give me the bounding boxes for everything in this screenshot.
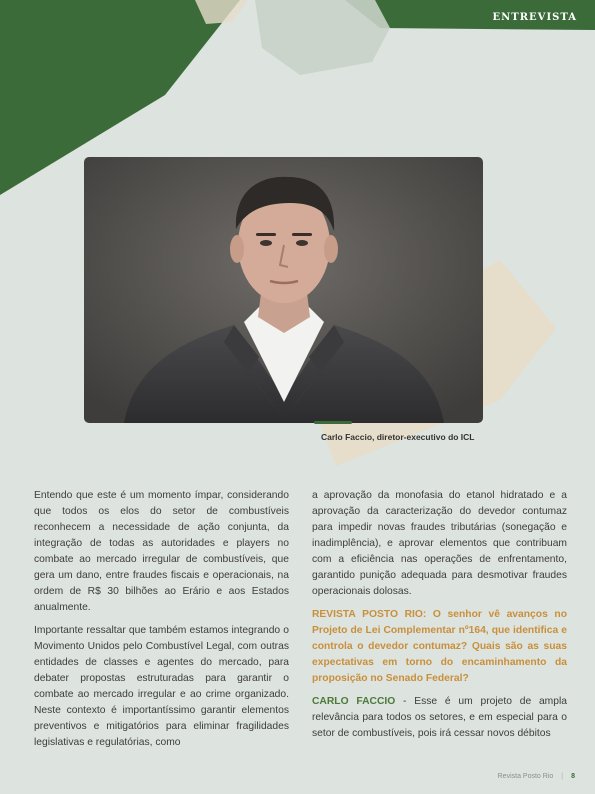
paragraph: Entendo que este é um momento ímpar, considerando que todos os elos do setor de combustíveis reconhecem a necessidade de ação conjunta, da integração de todas as autoridades e players no combate ao mercado irregular de combustíveis, que gera um dano, entre fraudes fiscais e operacionais, na ordem de R$ 30 bilhões ao Erário e aos Estados anualmente. xyxy=(34,490,289,613)
page-footer xyxy=(498,773,575,780)
paragraph: Importante ressaltar que também estamos integrando o Movimento Unidos pelo Combustível Legal, com outras entidades de classes e agentes do mercado, para debater propostas estruturadas para garantir o combate ao mercado irregular e ao crime organizado. Neste contexto é importantíssimo garantir elementos preventivos e mitigatórios para eliminar fragilidades legislativas e regulatórias, como xyxy=(34,625,289,748)
answer-text: - Esse é um projeto de ampla relevância para todos os setores, e em especial para o setor de combustíveis, pois irá cessar novos débitos xyxy=(312,696,567,739)
paragraph: a aprovação da monofasia do etanol hidratado e a aprovação da caracterização do devedor contumaz para impedir novas fraudes tributárias (sonegação e inadimplência), e aprovar elementos que contribuam com a eficiência nas operações de enfrentamento, garantido punição adequada para desmotivar fraudes operacionais dolosas. xyxy=(312,490,567,597)
page-number: 8 xyxy=(571,773,575,780)
section-tag: ENTREVISTA xyxy=(492,12,577,23)
photo-accent-bar xyxy=(314,421,352,424)
publication-name: Revista Posto Rio xyxy=(497,773,554,780)
article-right-column xyxy=(312,488,567,749)
footer-separator: | xyxy=(561,773,564,780)
photo-caption: Carlo Faccio, diretor-executivo do ICL xyxy=(321,432,475,442)
answer-speaker: CARLO FACCIO xyxy=(312,696,396,707)
article-left-column xyxy=(34,488,289,758)
interviewee-photo xyxy=(84,157,483,423)
interview-answer xyxy=(312,694,567,742)
light-hexagon-top xyxy=(255,0,390,75)
interview-question: REVISTA POSTO RIO: O senhor vê avanços no Projeto de Lei Complementar nº164, que identifica e controla o devedor contumaz? Quais são as suas expectativas em torno do encaminhamento da proposição no Senado Federal? xyxy=(312,609,567,684)
